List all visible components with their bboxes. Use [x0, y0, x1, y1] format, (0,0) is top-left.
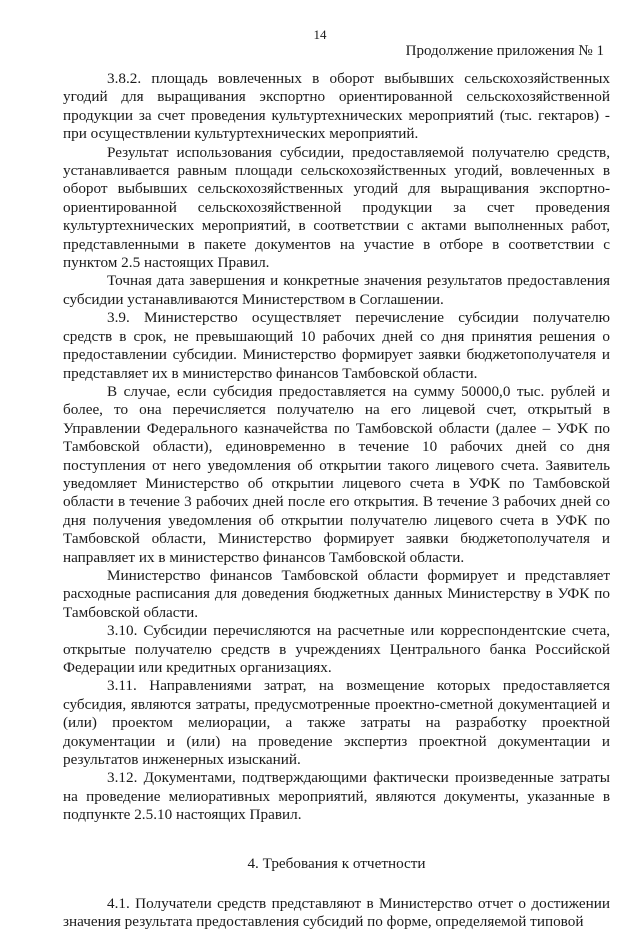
paragraph-completion-date: Точная дата завершения и конкретные значения результатов предоставления субсидии устанавливаются Министерством в Соглашении. — [63, 272, 610, 308]
document-body — [63, 70, 610, 932]
paragraph-subsidy-result: Результат использования субсидии, предоставляемой получателю средств, устанавливается равным площади сельскохозяйственных угодий, вовлеченных в оборот выбывших сельскохозяйственных угодий для выращивания экспортно-ориентированной сельскохозяйственной продукции за счет проведения культуртехнических мероприятий, в соответствии с актами выполненных работ, представленными в пакете документов на участие в отборе в соответствии с пунктом 2.5 настоящих Правил. — [63, 143, 610, 272]
paragraph-4-1: 4.1. Получатели средств представляют в Министерство отчет о достижении значения результата предоставления субсидий по форме, определяемой типовой — [63, 895, 610, 931]
paragraph-3-12: 3.12. Документами, подтверждающими фактически произведенные затраты на проведение мелиоративных мероприятий, являются документы, указанные в подпункте 2.5.10 настоящих Правил. — [63, 769, 610, 824]
page-number: 14 — [313, 27, 327, 42]
section-title: 4. Требования к отчетности — [247, 854, 426, 872]
paragraph-finance-ministry: Министерство финансов Тамбовской области формирует и представляет расходные расписания для доведения бюджетных данных Министерству в УФК по Тамбовской области. — [63, 566, 610, 621]
paragraph-3-11: 3.11. Направлениями затрат, на возмещение которых предоставляется субсидия, являются затраты, предусмотренные проектно-сметной документацией и (или) проектом мелиорации, а также затраты на разработку проектной документации и (или) на проведение экспертиз проектной документации и результатов инженерных изысканий. — [63, 677, 610, 769]
paragraph-large-subsidy: В случае, если субсидия предоставляется на сумму 50000,0 тыс. рублей и более, то она перечисляется получателю на его лицевой счет, открытый в Управлении Федерального казначейства по Тамбовской области (далее – УФК по Тамбовской области), единовременно в течение 10 рабочих дней со дня поступления от него уведомления об открытии такого лицевого счета. Заявитель уведомляет Министерство об открытии лицевого счета в УФК по Тамбовской области в течение 3 рабочих дней после его открытия. В течение 3 рабочих дней со дня получения уведомления об открытии получателю лицевого счета в УФК по Тамбовской области, Министерство формирует заявки бюджетополучателя и направляет их в министерство финансов Тамбовской области. — [63, 382, 610, 566]
paragraph-3-8-2: 3.8.2. площадь вовлеченных в оборот выбывших сельскохозяйственных угодий для выращивания экспортно ориентированной сельскохозяйственной продукции за счет проведения культуртехнических мероприятий (тыс. гектаров) - при осуществлении культуртехнических мероприятий. — [63, 70, 610, 143]
appendix-note: Продолжение приложения № 1 — [405, 43, 604, 59]
paragraph-3-9: 3.9. Министерство осуществляет перечисление субсидии получателю средств в срок, не превышающий 10 рабочих дней со дня принятия решения о предоставлении субсидии. Министерство формирует заявки бюджетополучателя и представляет их в министерство финансов Тамбовской области. — [63, 309, 610, 382]
paragraph-3-10: 3.10. Субсидии перечисляются на расчетные или корреспондентские счета, открытые получателю средств в учреждениях Центрального банка Российской Федерации или кредитных организациях. — [63, 622, 610, 676]
